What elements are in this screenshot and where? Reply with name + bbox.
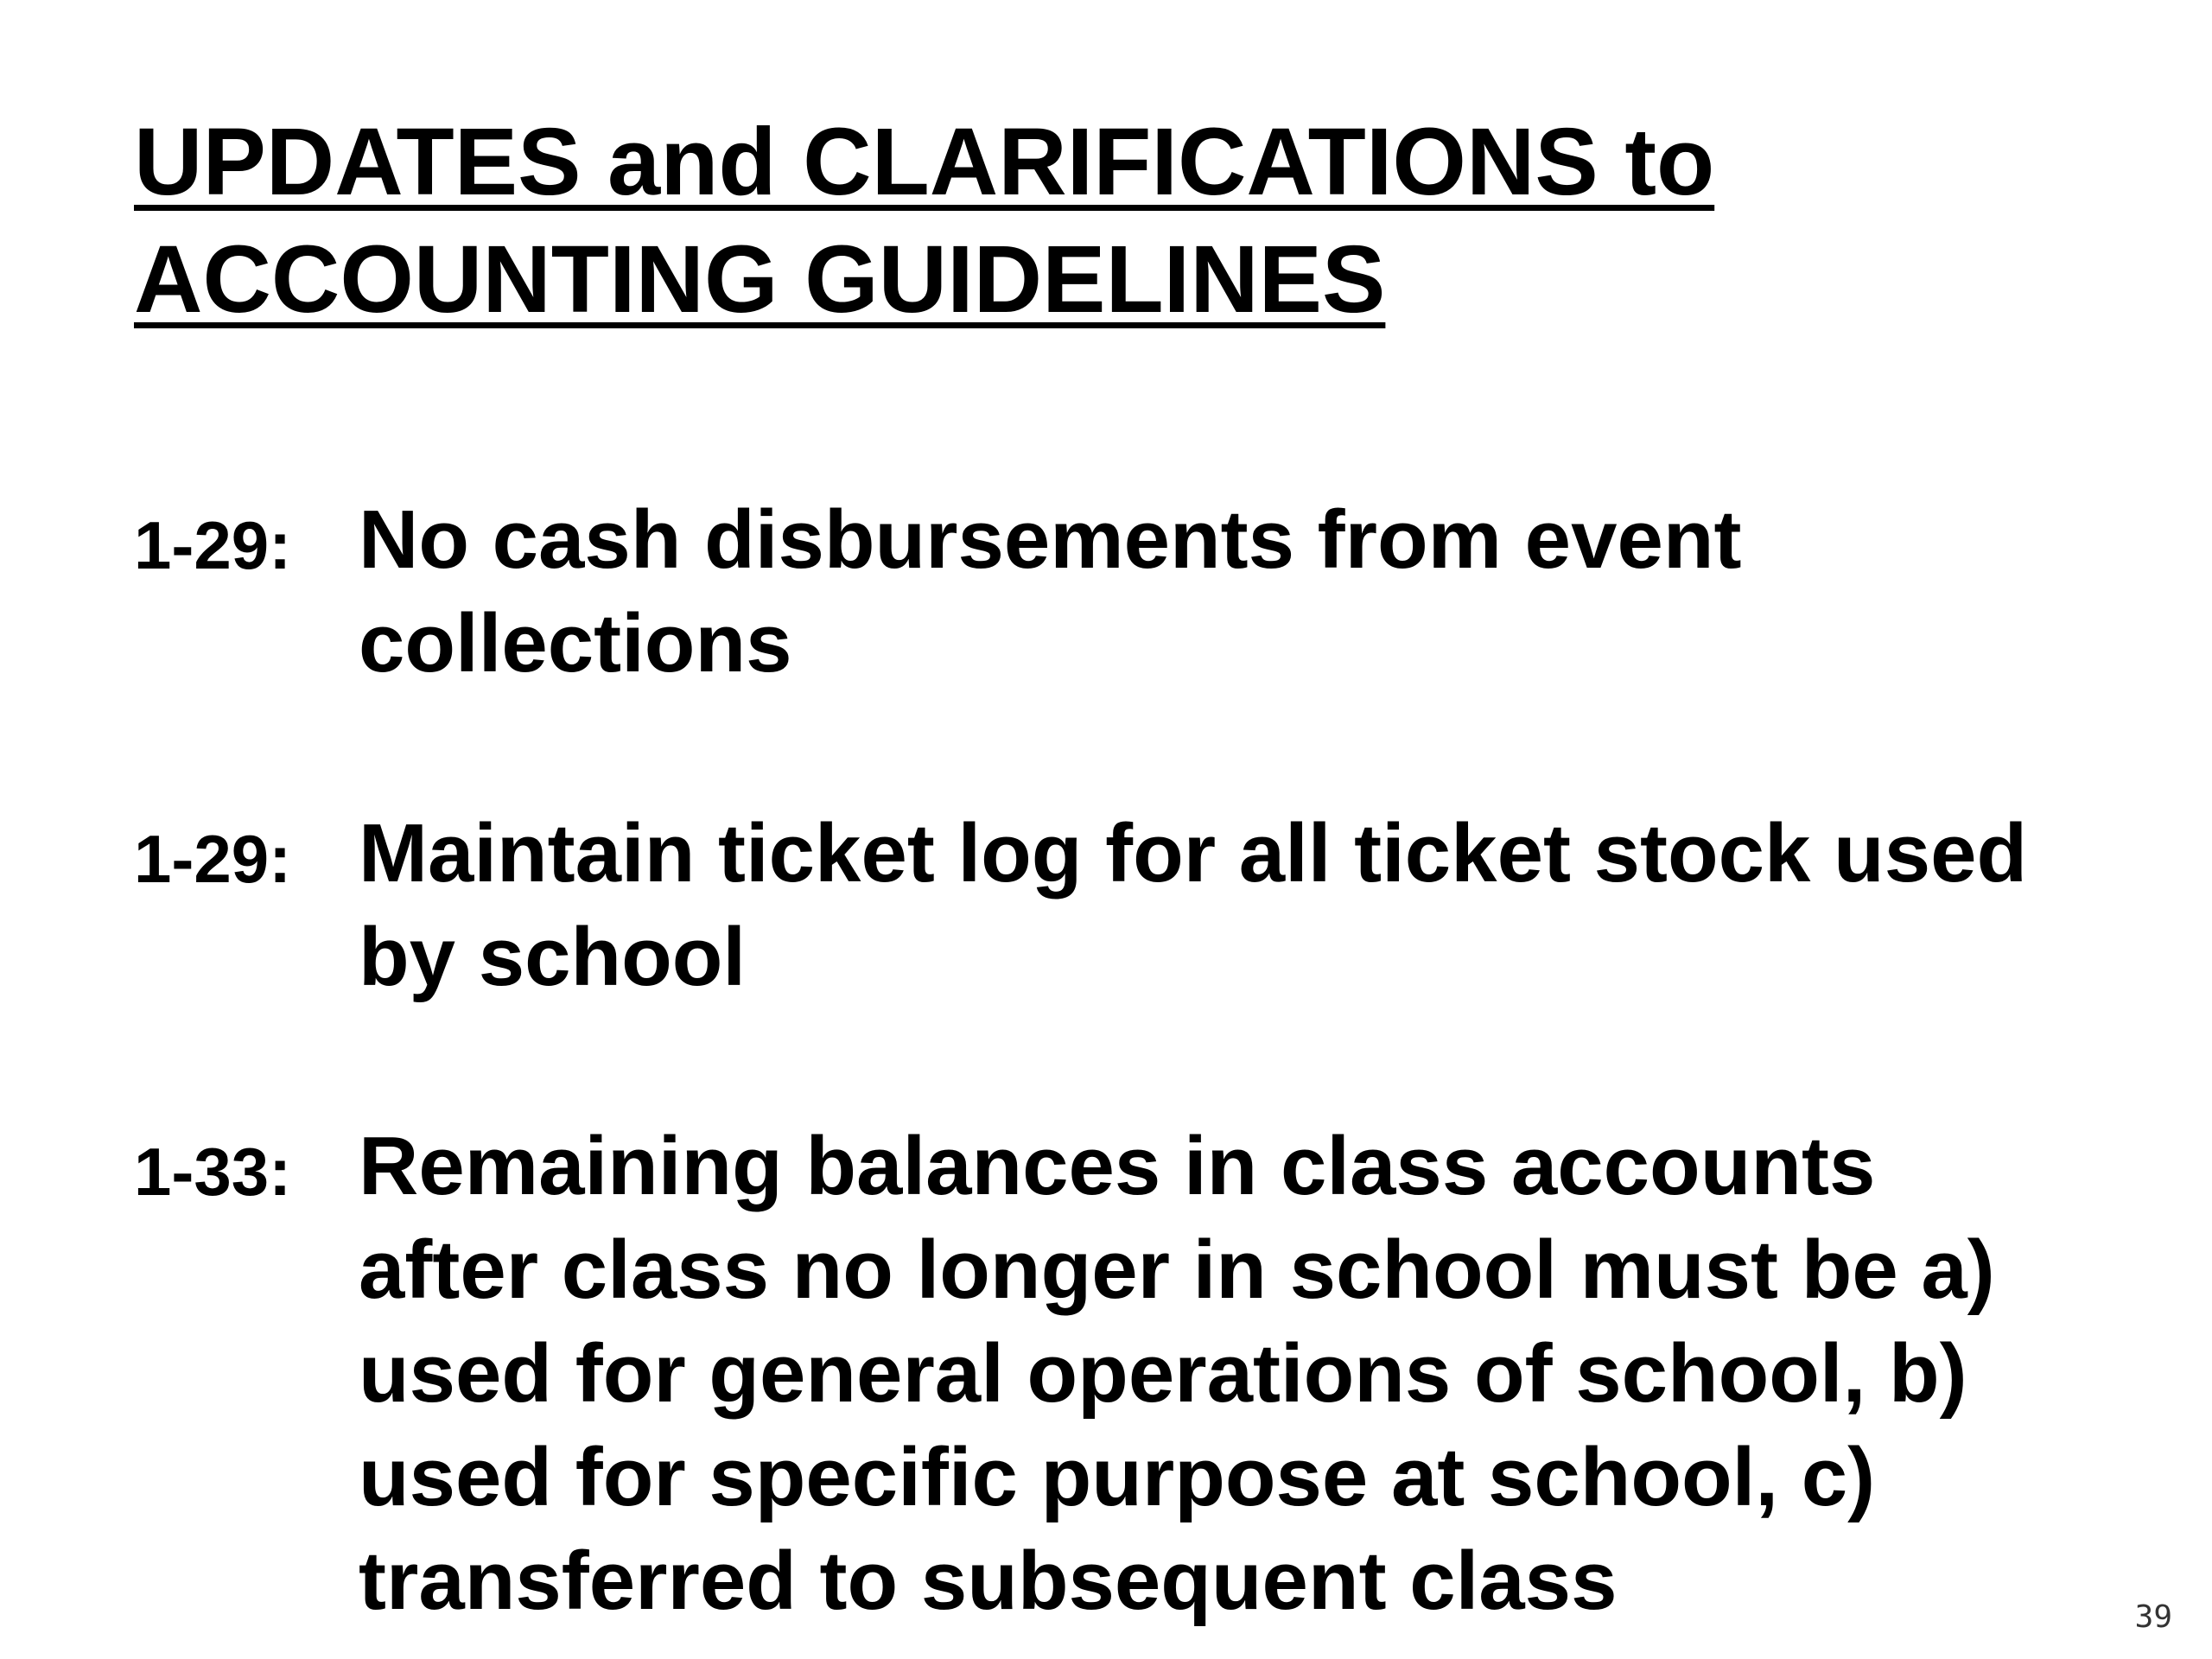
guideline-text-line: by school: [359, 911, 747, 1003]
page-number: 39: [2134, 1599, 2172, 1635]
guideline-reference: 1-33:: [134, 1134, 292, 1210]
slide-title-line-2: ACCOUNTING GUIDELINES: [134, 226, 1386, 333]
guideline-reference: 1-29:: [134, 507, 292, 583]
guideline-reference: 1-29:: [134, 821, 292, 897]
guideline-text: [359, 488, 2121, 696]
guideline-text-line: after class no longer in school must be a): [359, 1224, 1995, 1316]
slide-title-line-1: UPDATES and CLARIFICATIONS to: [134, 109, 1715, 215]
guideline-text: [359, 1115, 2121, 1633]
guideline-text-line: used for specific purpose at school, c): [359, 1431, 1876, 1523]
guideline-text-line: transferred to subsequent class: [359, 1535, 1618, 1627]
guideline-text-line: No cash disbursements from event: [359, 493, 1742, 586]
guideline-item-2: [134, 802, 2121, 1009]
slide-title: [134, 104, 1862, 339]
guideline-text-line: Remaining balances in class accounts: [359, 1120, 1876, 1212]
guideline-text-line: Maintain ticket log for all ticket stock used: [359, 807, 2028, 899]
guideline-item-3: [134, 1115, 2121, 1633]
guideline-item-1: [134, 488, 2121, 696]
guideline-text-line: collections: [359, 597, 792, 690]
guideline-text: [359, 802, 2121, 1009]
guideline-text-line: used for general operations of school, b): [359, 1327, 1967, 1420]
